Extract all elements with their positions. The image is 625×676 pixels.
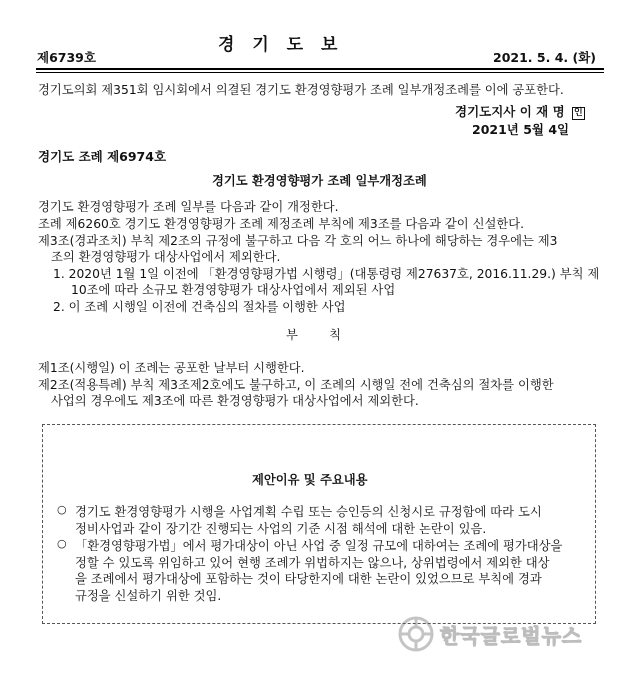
watermark-logo-icon bbox=[396, 614, 436, 654]
reason-line: 「환경영향평가법」에서 평가대상이 아닌 사업 중 일정 규모에 대하여는 조례에 평가대상을 bbox=[75, 539, 563, 553]
signer-name: 경기도지사 이 재 명 bbox=[455, 104, 565, 119]
reason-line: 경기도 환경영향평가 시행을 사업계획 수립 또는 승인등의 신청시로 규정함에 따라 도시 bbox=[75, 505, 542, 519]
reason-heading: 제안이유 및 주요내용 bbox=[252, 473, 368, 487]
reason-line: 정할 수 있도록 위임하고 있어 현행 조례가 위법하지는 않으나, 상위법령에서 제외한 대상 bbox=[75, 556, 550, 570]
supplementary-line: 제2조(적용특례) 부칙 제3조제2호에도 불구하고, 이 조례의 시행일 전에 건축심의 절차를 이행한 bbox=[38, 378, 554, 392]
supplementary-line: 제1조(시행일) 이 조례는 공포한 날부터 시행한다. bbox=[38, 361, 305, 375]
header-rule-thin bbox=[36, 72, 604, 73]
ordinance-line: 조례 제6260호 경기도 환경영향평가 조례 제정조례 부칙에 제3조를 다음과 같이 신설한다. bbox=[38, 217, 524, 231]
sign-date: 2021년 5월 4일 bbox=[472, 122, 570, 137]
reason-line: 정비사업과 같이 장기간 진행되는 사업의 기준 시점 해석에 대한 논란이 있음. bbox=[75, 522, 487, 536]
issue-date: 2021. 5. 4. (화) bbox=[493, 50, 596, 65]
ordinance-title: 경기도 환경영향평가 조례 일부개정조례 bbox=[212, 174, 427, 188]
issue-number: 제6739호 bbox=[37, 50, 96, 65]
promulgation-statement: 경기도의회 제351회 임시회에서 의결된 경기도 환경영향평가 조례 일부개정조례를 이에 공포한다. bbox=[38, 83, 564, 97]
bullet-icon: ○ bbox=[57, 537, 67, 550]
supplementary-line: 사업의 경우에도 제3조에 따른 환경영향평가 대상사업에서 제외한다. bbox=[51, 394, 419, 408]
ordinance-number: 경기도 조례 제6974호 bbox=[38, 149, 167, 164]
ordinance-line: 조의 환경영향평가 대상사업에서 제외한다. bbox=[51, 250, 281, 264]
supplementary-heading: 부 칙 bbox=[286, 328, 342, 342]
gazette-title: 경 기 도 보 bbox=[218, 35, 344, 55]
news-watermark bbox=[396, 614, 606, 654]
governor-signature bbox=[455, 102, 585, 120]
ordinance-line: 1. 2020년 1월 1일 이전에 「환경영향평가법 시행령」(대통령령 제27637호, 2016.11.29.) 부칙 제 bbox=[53, 267, 600, 281]
ordinance-line: 경기도 환경영향평가 조례 일부를 다음과 같이 개정한다. bbox=[38, 200, 339, 214]
header-rule-thick bbox=[36, 68, 604, 70]
reason-line: 을 조례에서 평가대상에 포함하는 것이 타당한지에 대한 논란이 있었으므로 부칙에 경과 bbox=[75, 572, 542, 586]
reason-line: 규정을 신설하기 위한 것임. bbox=[75, 589, 222, 603]
seal-icon: 인 bbox=[574, 108, 583, 118]
ordinance-line: 제3조(경과조치) 부칙 제2조의 규정에 불구하고 다음 각 호의 어느 하나에 해당하는 경우에는 제3 bbox=[38, 234, 558, 248]
bullet-icon: ○ bbox=[57, 503, 67, 516]
ordinance-line: 2. 이 조례 시행일 이전에 건축심의 절차를 이행한 사업 bbox=[53, 300, 346, 314]
watermark-text: 한국글로벌뉴스 bbox=[440, 624, 583, 648]
ordinance-line: 10조에 따라 소규모 환경영향평가 대상사업에서 제외된 사업 bbox=[71, 283, 396, 297]
